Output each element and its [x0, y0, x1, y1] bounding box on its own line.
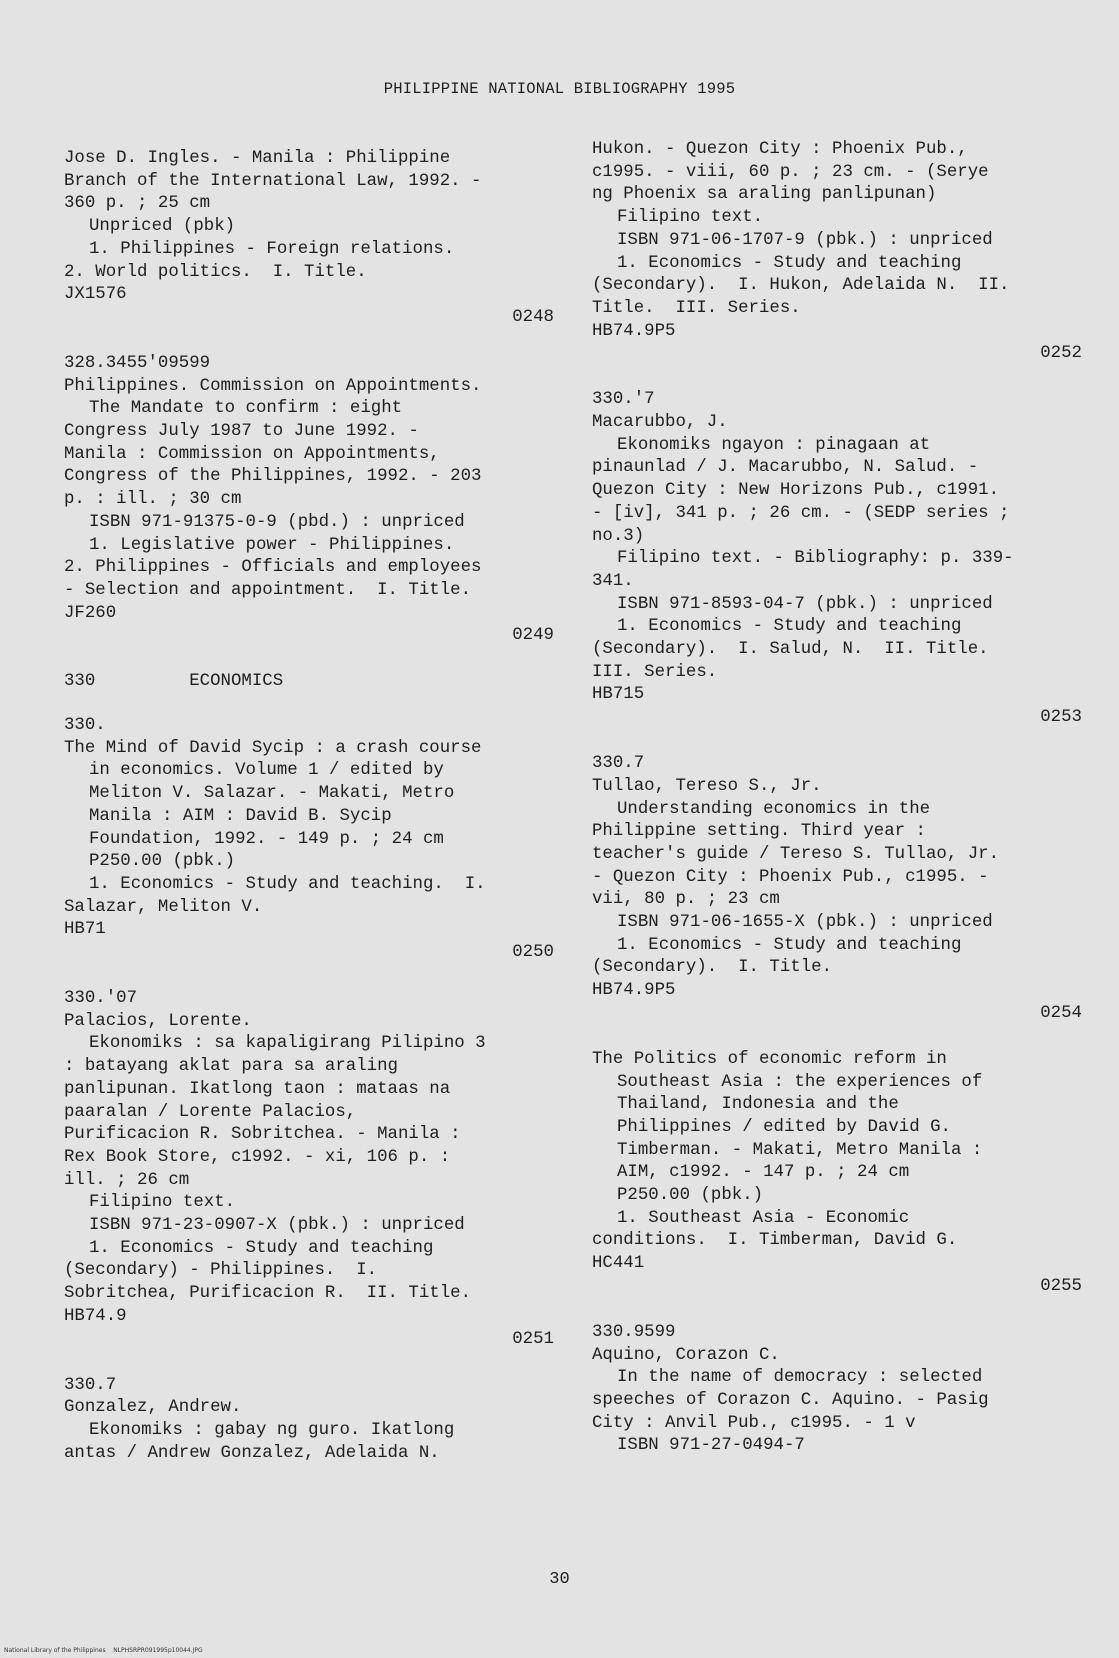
- entry-line: Ekonomiks : gabay ng guro. Ikatlong: [89, 1420, 455, 1440]
- entry-line: (Secondary). I. Title.: [592, 958, 833, 978]
- entry-line: Tullao, Tereso S., Jr.: [592, 776, 822, 796]
- entry-line: antas / Andrew Gonzalez, Adelaida N.: [64, 1443, 440, 1463]
- entry-line: Thailand, Indonesia and the: [617, 1095, 899, 1115]
- entry-line: : batayang aklat para sa araling: [64, 1057, 398, 1077]
- entry-line: ISBN 971-23-0907-X (pbk.) : unpriced: [89, 1216, 465, 1235]
- entry-line: Filipino text.: [89, 1193, 236, 1213]
- entry-line: 2. World politics. I. Title.: [64, 262, 367, 282]
- entry-line: HB74.9P5: [592, 321, 676, 341]
- entry-line: Manila : Commission on Appointments,: [64, 444, 440, 464]
- entry-line: 1. Economics - Study and teaching. I.: [89, 874, 486, 894]
- entry-line: ISBN 971-06-1707-9 (pbk.) : unpriced: [617, 230, 993, 250]
- entry-line: III. Series.: [592, 662, 718, 682]
- entry-line: 360 p. ; 25 cm: [64, 194, 211, 214]
- entry-line: Rex Book Store, c1992. - xi, 106 p. :: [64, 1147, 451, 1167]
- entry-line: P250.00 (pbk.): [89, 852, 236, 872]
- entry-line: Congress of the Philippines, 1992. - 203: [64, 467, 482, 487]
- entry-line: - Selection and appointment. I. Title.: [64, 580, 472, 600]
- page-number: 30: [549, 1570, 570, 1589]
- entry-number: 0254: [1040, 1003, 1082, 1023]
- entry-line: 330.9599: [592, 1322, 676, 1342]
- entry-line: Understanding economics in the: [617, 799, 931, 819]
- entry-line: HC441: [592, 1254, 645, 1274]
- entry-line: The Mandate to confirm : eight: [89, 399, 403, 419]
- entry-line: Foundation, 1992. - 149 p. ; 24 cm: [89, 829, 444, 849]
- entry-number: 0250: [512, 943, 554, 962]
- entry-number: 0248: [512, 307, 554, 327]
- entry-number: 0255: [1040, 1276, 1082, 1296]
- entry-line: Philippines / edited by David G.: [617, 1117, 951, 1137]
- entry-line: 328.3455'09599: [64, 353, 211, 373]
- entry-line: Hukon. - Quezon City : Phoenix Pub.,: [592, 140, 968, 159]
- page-title: PHILIPPINE NATIONAL BIBLIOGRAPHY 1995: [383, 80, 736, 98]
- entry-line: Filipino text. - Bibliography: p. 339-: [617, 549, 1014, 569]
- entry-line: Philippines. Commission on Appointments.: [64, 376, 482, 396]
- entry-line: in economics. Volume 1 / edited by: [89, 761, 444, 781]
- entry-line: Filipino text.: [617, 208, 764, 228]
- entry-line: (Secondary). I. Salud, N. II. Title.: [592, 640, 989, 659]
- entry-line: 1. Philippines - Foreign relations.: [89, 239, 455, 259]
- entry-line: (Secondary). I. Hukon, Adelaida N. II.: [592, 276, 1010, 296]
- entry-line: conditions. I. Timberman, David G.: [592, 1231, 958, 1251]
- entry-line: 1. Economics - Study and teaching: [617, 617, 962, 637]
- entry-line: 330.7: [592, 754, 645, 774]
- entry-line: ISBN 971-06-1655-X (pbk.) : unpriced: [617, 913, 993, 932]
- entry-line: Salazar, Meliton V.: [64, 897, 263, 917]
- entry-number: 0249: [512, 626, 554, 646]
- entry-line: p. : ill. ; 30 cm: [64, 490, 242, 510]
- scan-footer: National Library of the Philippines NLPHSRPR091995p10044.JPG: [4, 1647, 203, 1654]
- entry-line: Congress July 1987 to June 1992. -: [64, 422, 419, 441]
- entry-line: c1995. - viii, 60 p. ; 23 cm. - (Serye: [592, 162, 989, 182]
- entry-line: Southeast Asia : the experiences of: [617, 1072, 983, 1092]
- entry-line: speeches of Corazon C. Aquino. - Pasig: [592, 1390, 989, 1410]
- entry-line: Ekonomiks : sa kapaligirang Pilipino 3: [89, 1034, 486, 1054]
- entry-line: Gonzalez, Andrew.: [64, 1398, 242, 1418]
- entry-line: teacher's guide / Tereso S. Tullao, Jr.: [592, 844, 1000, 864]
- entry-line: Philippine setting. Third year :: [592, 822, 926, 842]
- entry-line: Manila : AIM : David B. Sycip: [89, 806, 392, 826]
- entry-line: (Secondary) - Philippines. I.: [64, 1261, 378, 1281]
- entry-line: vii, 80 p. ; 23 cm: [592, 890, 780, 910]
- entry-line: In the name of democracy : selected: [617, 1368, 983, 1388]
- entry-line: 341.: [592, 571, 634, 591]
- entry-line: ISBN 971-27-0494-7: [617, 1436, 805, 1456]
- entry-line: 2. Philippines - Officials and employees: [64, 558, 482, 578]
- entry-line: Branch of the International Law, 1992. -: [64, 171, 482, 191]
- entry-line: 1. Economics - Study and teaching: [617, 935, 962, 955]
- entry-line: Palacios, Lorente.: [64, 1011, 252, 1031]
- entry-line: HB715: [592, 685, 645, 705]
- entry-line: City : Anvil Pub., c1995. - 1 v: [592, 1413, 916, 1433]
- entry-line: - [iv], 341 p. ; 26 cm. - (SEDP series ;: [592, 503, 1010, 523]
- entry-line: ng Phoenix sa araling panlipunan): [592, 185, 937, 205]
- entry-line: HB71: [64, 920, 106, 940]
- entry-line: no.3): [592, 526, 645, 546]
- entry-line: 1. Legislative power - Philippines.: [89, 535, 455, 555]
- entry-line: Timberman. - Makati, Metro Manila :: [617, 1140, 983, 1160]
- entry-line: HB74.9: [64, 1306, 127, 1326]
- entry-line: Macarubbo, J.: [592, 413, 728, 432]
- entry-line: Purificacion R. Sobritchea. - Manila :: [64, 1125, 461, 1145]
- entry-line: ISBN 971-91375-0-9 (pbd.) : unpriced: [89, 512, 465, 532]
- entry-line: Quezon City : New Horizons Pub., c1991.: [592, 481, 1000, 501]
- entry-line: 1. Economics - Study and teaching: [89, 1238, 434, 1258]
- entry-line: ISBN 971-8593-04-7 (pbk.) : unpriced: [617, 594, 993, 614]
- entry-line: Aquino, Corazon C.: [592, 1345, 780, 1365]
- entry-line: 330 ECONOMICS: [64, 672, 284, 692]
- entry-line: - Quezon City : Phoenix Pub., c1995. -: [592, 867, 989, 887]
- entry-line: 330.'7: [592, 390, 655, 410]
- entry-line: JF260: [64, 603, 117, 623]
- entry-line: 330.: [64, 716, 106, 735]
- entry-line: 330.7: [64, 1375, 117, 1395]
- entry-line: panlipunan. Ikatlong taon : mataas na: [64, 1079, 451, 1099]
- entry-line: Sobritchea, Purificacion R. II. Title.: [64, 1284, 472, 1304]
- entry-number: 0253: [1040, 708, 1082, 728]
- entry-line: Meliton V. Salazar. - Makati, Metro: [89, 784, 455, 804]
- entry-line: 1. Economics - Study and teaching: [617, 253, 962, 273]
- entry-number: 0251: [512, 1329, 554, 1349]
- entry-line: The Mind of David Sycip : a crash course: [64, 738, 482, 758]
- entry-line: Title. III. Series.: [592, 298, 801, 318]
- entry-line: The Politics of economic reform in: [592, 1049, 947, 1069]
- entry-line: pinaunlad / J. Macarubbo, N. Salud. -: [592, 458, 979, 478]
- entry-line: ill. ; 26 cm: [64, 1170, 190, 1190]
- entry-line: AIM, c1992. - 147 p. ; 24 cm: [617, 1163, 910, 1183]
- entry-line: 1. Southeast Asia - Economic: [617, 1208, 910, 1228]
- entry-line: JX1576: [64, 285, 127, 305]
- entry-number: 0252: [1040, 344, 1082, 364]
- entry-line: Unpriced (pbk): [89, 217, 236, 237]
- entry-line: Jose D. Ingles. - Manila : Philippine: [64, 149, 451, 168]
- entry-line: 330.'07: [64, 989, 138, 1008]
- entry-line: P250.00 (pbk.): [617, 1186, 764, 1205]
- entry-line: paaralan / Lorente Palacios,: [64, 1102, 357, 1122]
- entry-line: HB74.9P5: [592, 981, 676, 1001]
- entry-line: Ekonomiks ngayon : pinagaan at: [617, 435, 931, 455]
